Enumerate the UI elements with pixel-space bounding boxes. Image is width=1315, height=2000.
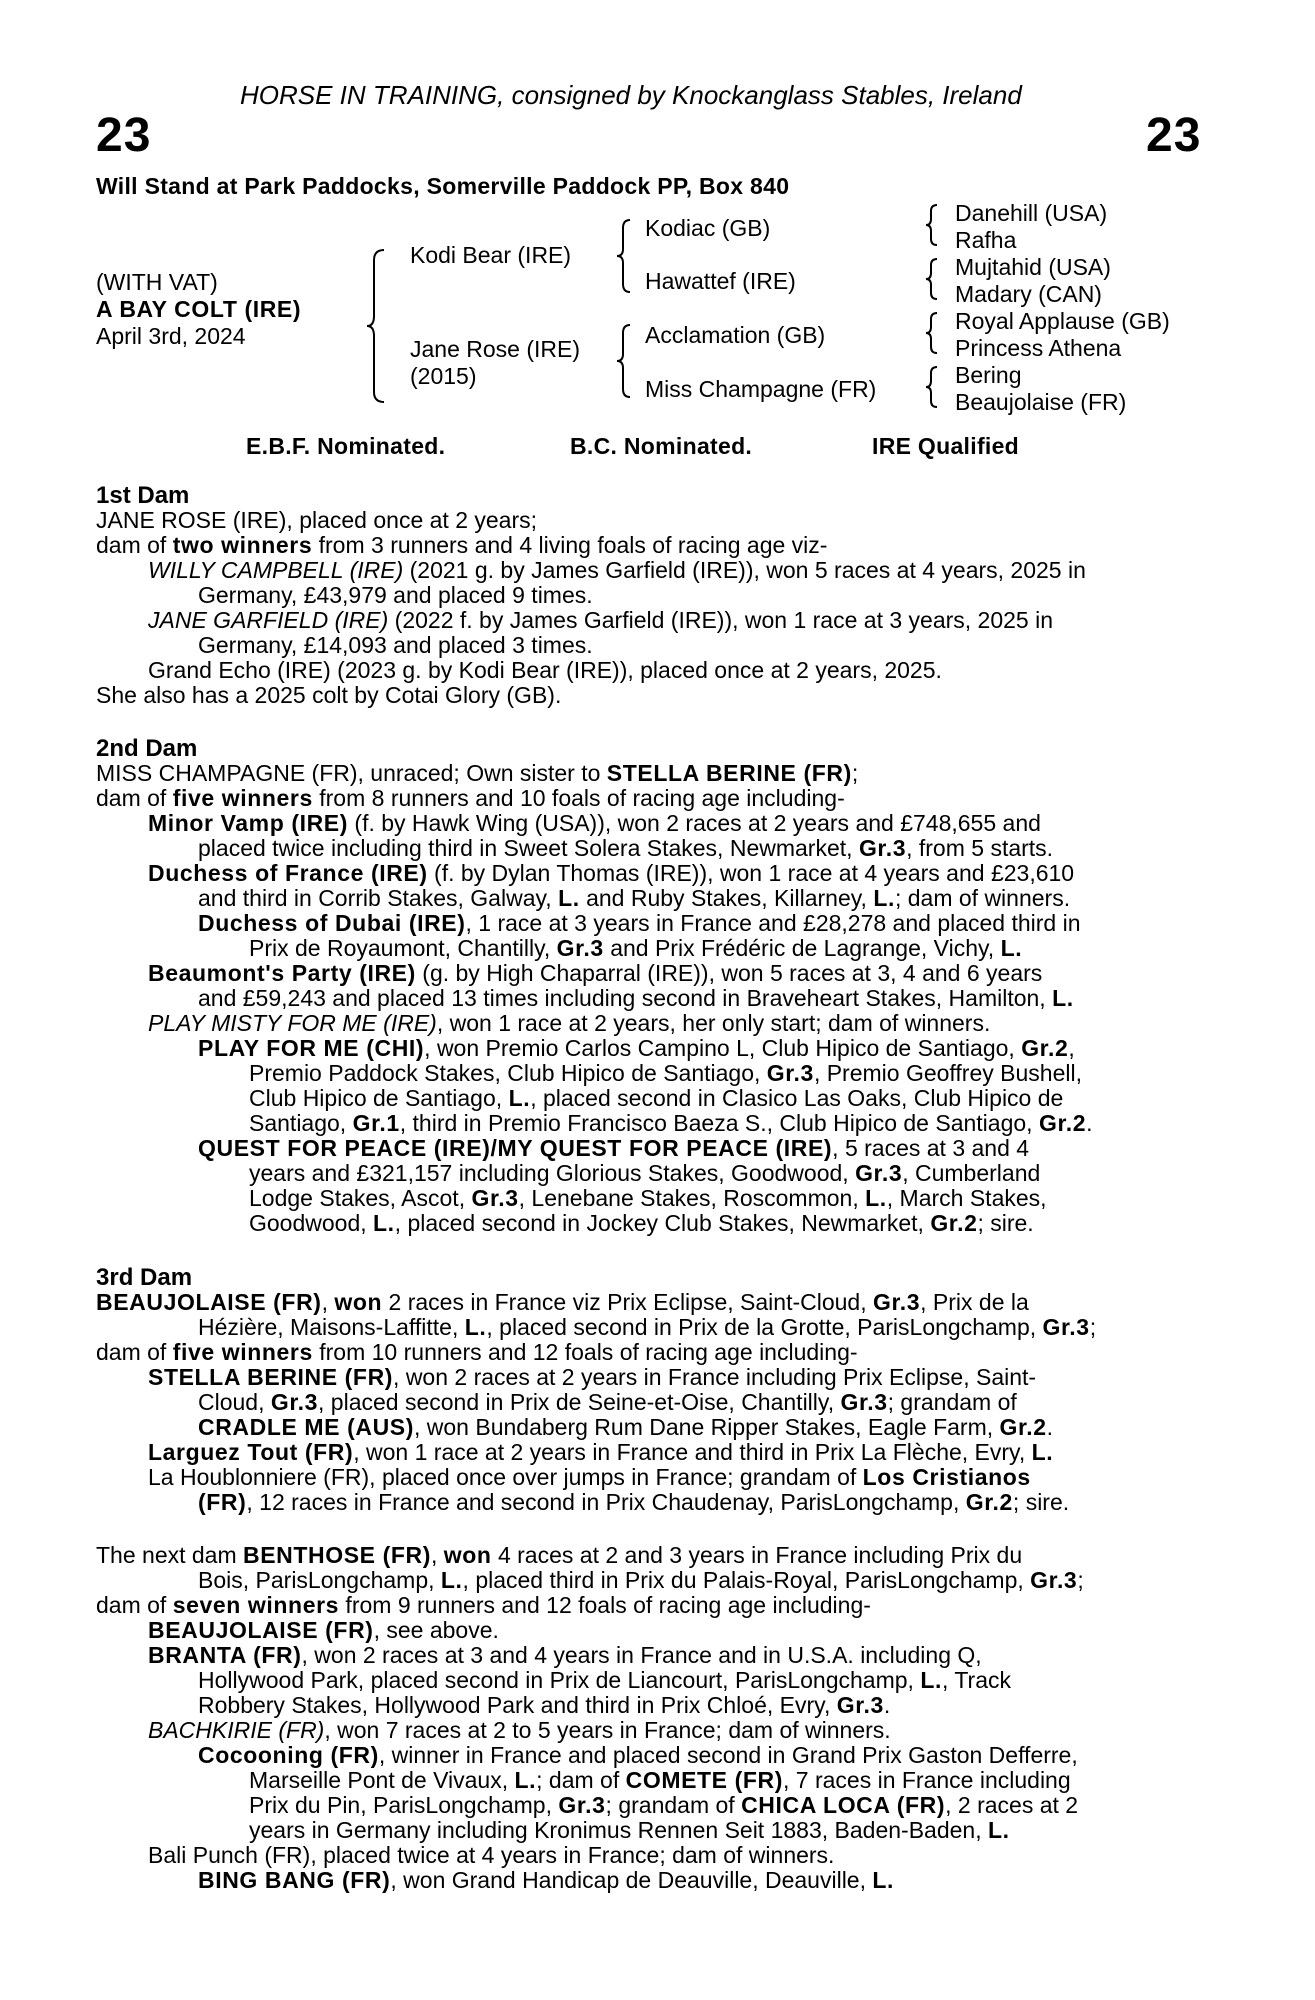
horse-name: A BAY COLT (IRE) — [96, 296, 302, 322]
ebf-nomination: E.B.F. Nominated. — [246, 433, 446, 459]
second-dam-line: Minor Vamp (IRE) (f. by Hawk Wing (USA)), won 2 races at 2 years and £748,655 and — [148, 810, 1041, 836]
second-dam-line: Duchess of France (IRE) (f. by Dylan Thomas (IRE)), won 1 race at 4 years and £23,610 — [148, 860, 1075, 886]
next-dam-line: BRANTA (FR), won 2 races at 3 and 4 years in France and in U.S.A. including Q, — [148, 1642, 982, 1668]
pedigree-g-madary: Madary (CAN) — [955, 281, 1102, 307]
consignment-line: HORSE IN TRAINING, consigned by Knockanglass Stables, Ireland — [240, 80, 1022, 110]
pedigree-g-beaujolaise: Beaujolaise (FR) — [955, 389, 1127, 415]
next-dam-line: The next dam BENTHOSE (FR), won 4 races at 2 and 3 years in France including Prix du — [96, 1542, 1023, 1568]
pedigree-brace-g3 — [925, 311, 941, 355]
pedigree-brace-dam — [616, 323, 636, 399]
third-dam-line: STELLA BERINE (FR), won 2 races at 2 years in France including Prix Eclipse, Saint- — [148, 1364, 1037, 1390]
next-dam-line: dam of seven winners from 9 runners and 12 foals of racing age including- — [96, 1592, 871, 1618]
second-dam-line: placed twice including third in Sweet Solera Stakes, Newmarket, Gr.3, from 5 starts. — [198, 835, 1054, 861]
second-dam-line: Prix de Royaumont, Chantilly, Gr.3 and Prix Frédéric de Lagrange, Vichy, L. — [249, 935, 1023, 961]
next-dam-line: Marseille Pont de Vivaux, L.; dam of COMETE (FR), 7 races in France including — [249, 1767, 1071, 1793]
foaling-date: April 3rd, 2024 — [96, 323, 246, 349]
third-dam-line: Larguez Tout (FR), won 1 race at 2 years in France and third in Prix La Flèche, Evry, L. — [148, 1439, 1054, 1465]
first-dam-line: Germany, £43,979 and placed 9 times. — [198, 582, 593, 608]
second-dam-line: MISS CHAMPAGNE (FR), unraced; Own sister to STELLA BERINE (FR); — [96, 760, 859, 786]
next-dam-line: Hollywood Park, placed second in Prix de Liancourt, ParisLongchamp, L., Track — [198, 1667, 1011, 1693]
next-dam-line: BING BANG (FR), won Grand Handicap de Deauville, Deauville, L. — [198, 1867, 895, 1893]
second-dam-line: Premio Paddock Stakes, Club Hipico de Santiago, Gr.3, Premio Geoffrey Bushell, — [249, 1060, 1082, 1086]
pedigree-sire: Kodi Bear (IRE) — [410, 242, 572, 268]
second-dam-line: Goodwood, L., placed second in Jockey Club Stakes, Newmarket, Gr.2; sire. — [249, 1210, 1034, 1236]
pedigree-g-mujtahid: Mujtahid (USA) — [955, 254, 1111, 280]
second-dam-line: PLAY FOR ME (CHI), won Premio Carlos Campino L, Club Hipico de Santiago, Gr.2, — [198, 1035, 1075, 1061]
next-dam-line: Cocooning (FR), winner in France and placed second in Grand Prix Gaston Defferre, — [198, 1742, 1078, 1768]
second-dam-line: PLAY MISTY FOR ME (IRE), won 1 race at 2 years, her only start; dam of winners. — [148, 1010, 991, 1036]
second-dam-heading: 2nd Dam — [96, 735, 198, 762]
next-dam-line: Bois, ParisLongchamp, L., placed third in Prix du Palais-Royal, ParisLongchamp, Gr.3; — [198, 1567, 1084, 1593]
second-dam-line: Beaumont's Party (IRE) (g. by High Chaparral (IRE)), won 5 races at 3, 4 and 6 years — [148, 960, 1043, 986]
bc-nomination: B.C. Nominated. — [570, 433, 753, 459]
ire-qualified: IRE Qualified — [872, 433, 1020, 459]
next-dam-line: BACHKIRIE (FR), won 7 races at 2 to 5 years in France; dam of winners. — [148, 1717, 891, 1743]
first-dam-line: dam of two winners from 3 runners and 4 living foals of racing age viz- — [96, 532, 828, 558]
vat-note: (WITH VAT) — [96, 269, 218, 295]
pedigree-g-royal-applause: Royal Applause (GB) — [955, 308, 1170, 334]
pedigree-g-princess-athena: Princess Athena — [955, 335, 1122, 361]
pedigree-sire-sire: Kodiac (GB) — [645, 215, 771, 241]
third-dam-heading: 3rd Dam — [96, 1264, 193, 1291]
second-dam-line: Club Hipico de Santiago, L., placed second in Clasico Las Oaks, Club Hipico de — [249, 1085, 1064, 1111]
pedigree-brace-g1 — [925, 203, 941, 247]
third-dam-line: Hézière, Maisons-Laffitte, L., placed second in Prix de la Grotte, ParisLongchamp, Gr.3; — [198, 1314, 1097, 1340]
second-dam-line: years and £321,157 including Glorious Stakes, Goodwood, Gr.3, Cumberland — [249, 1160, 1041, 1186]
pedigree-g-bering: Bering — [955, 362, 1022, 388]
pedigree-brace-main — [366, 248, 390, 404]
next-dam-line: years in Germany including Kronimus Rennen Seit 1883, Baden-Baden, L. — [249, 1817, 1010, 1843]
third-dam-line: Cloud, Gr.3, placed second in Prix de Seine-et-Oise, Chantilly, Gr.3; grandam of — [198, 1389, 1017, 1415]
third-dam-line: (FR), 12 races in France and second in Prix Chaudenay, ParisLongchamp, Gr.2; sire. — [198, 1489, 1070, 1515]
next-dam-line: Bali Punch (FR), placed twice at 4 years in France; dam of winners. — [148, 1842, 835, 1868]
first-dam-line: Germany, £14,093 and placed 3 times. — [198, 632, 593, 658]
third-dam-line: dam of five winners from 10 runners and 12 foals of racing age including- — [96, 1339, 858, 1365]
second-dam-line: Duchess of Dubai (IRE), 1 race at 3 years in France and £28,278 and placed third in — [198, 910, 1081, 936]
pedigree-brace-sire — [616, 218, 636, 294]
third-dam-line: La Houblonniere (FR), placed once over jumps in France; grandam of Los Cristianos — [148, 1464, 1031, 1490]
second-dam-line: QUEST FOR PEACE (IRE)/MY QUEST FOR PEACE (IRE), 5 races at 3 and 4 — [198, 1135, 1030, 1161]
next-dam-line: BEAUJOLAISE (FR), see above. — [148, 1617, 499, 1643]
first-dam-line: JANE ROSE (IRE), placed once at 2 years; — [96, 507, 538, 533]
first-dam-line: JANE GARFIELD (IRE) (2022 f. by James Garfield (IRE)), won 1 race at 3 years, 2025 in — [148, 607, 1054, 633]
lot-number-right: 23 — [1146, 109, 1202, 162]
pedigree-sire-dam: Hawattef (IRE) — [645, 268, 796, 294]
next-dam-line: Robbery Stakes, Hollywood Park and third in Prix Chloé, Evry, Gr.3. — [198, 1692, 891, 1718]
second-dam-line: and third in Corrib Stakes, Galway, L. and Ruby Stakes, Killarney, L.; dam of winners. — [198, 885, 1071, 911]
next-dam-line: Prix du Pin, ParisLongchamp, Gr.3; grandam of CHICA LOCA (FR), 2 races at 2 — [249, 1792, 1079, 1818]
stand-location: Will Stand at Park Paddocks, Somerville Paddock PP, Box 840 — [96, 173, 790, 199]
pedigree-dam: Jane Rose (IRE) — [410, 336, 581, 362]
pedigree-brace-g4 — [925, 365, 941, 409]
third-dam-line: BEAUJOLAISE (FR), won 2 races in France viz Prix Eclipse, Saint-Cloud, Gr.3, Prix de la — [96, 1289, 1029, 1315]
pedigree-dam-dam: Miss Champagne (FR) — [645, 376, 877, 402]
pedigree-g-rafha: Rafha — [955, 227, 1017, 253]
pedigree-g-danehill: Danehill (USA) — [955, 200, 1108, 226]
first-dam-line: Grand Echo (IRE) (2023 g. by Kodi Bear (IRE)), placed once at 2 years, 2025. — [148, 657, 942, 683]
pedigree-dam-sire: Acclamation (GB) — [645, 322, 826, 348]
lot-number-left: 23 — [96, 109, 152, 162]
second-dam-line: and £59,243 and placed 13 times including second in Braveheart Stakes, Hamilton, L. — [198, 985, 1074, 1011]
second-dam-line: Santiago, Gr.1, third in Premio Francisco Baeza S., Club Hipico de Santiago, Gr.2. — [249, 1110, 1093, 1136]
first-dam-line: She also has a 2025 colt by Cotai Glory (GB). — [96, 682, 562, 708]
pedigree-dam-year: (2015) — [410, 363, 477, 389]
second-dam-line: Lodge Stakes, Ascot, Gr.3, Lenebane Stakes, Roscommon, L., March Stakes, — [249, 1185, 1047, 1211]
second-dam-line: dam of five winners from 8 runners and 10 foals of racing age including- — [96, 785, 845, 811]
first-dam-line: WILLY CAMPBELL (IRE) (2021 g. by James Garfield (IRE)), won 5 races at 4 years, 2025 in — [148, 557, 1086, 583]
pedigree-brace-g2 — [925, 257, 941, 301]
first-dam-heading: 1st Dam — [96, 482, 190, 509]
third-dam-line: CRADLE ME (AUS), won Bundaberg Rum Dane Ripper Stakes, Eagle Farm, Gr.2. — [198, 1414, 1054, 1440]
